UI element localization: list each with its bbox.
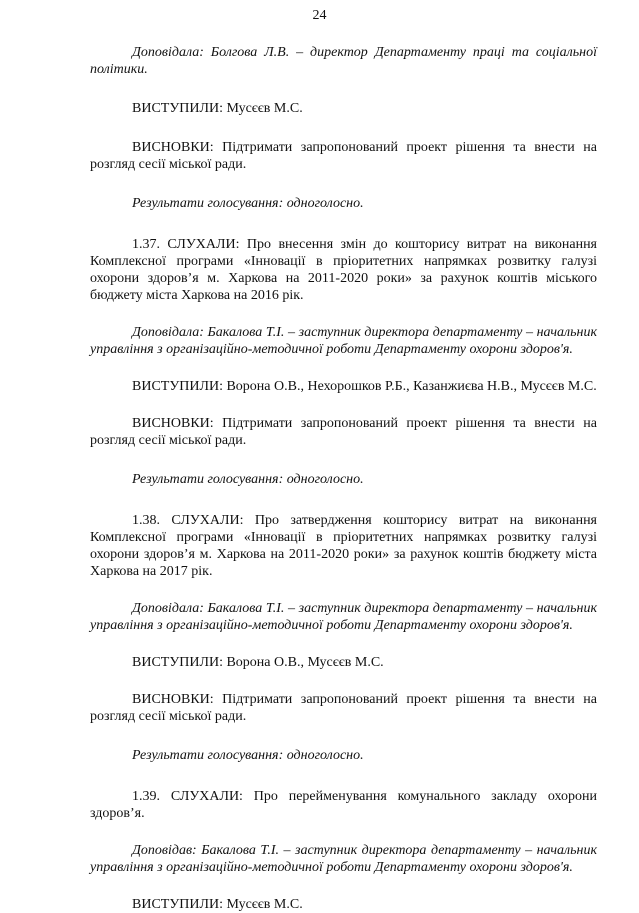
- agenda-item-1-37: 1.37. СЛУХАЛИ: Про внесення змін до кошторису витрат на виконання Комплексної програми «Інновації в пріоритетних напрямках розвитку галузі охорони здоров’я м. Харкова на 2011-2020 роки» за рахунок коштів міського бюджету міста Харкова на 2016 рік.: [90, 237, 597, 303]
- speakers-paragraph: ВИСТУПИЛИ: Ворона О.В., Мусєєв М.С.: [132, 655, 384, 670]
- agenda-item-1-38: 1.38. СЛУХАЛИ: Про затвердження кошторису витрат на виконання Комплексної програми «Інновації в пріоритетних напрямках розвитку галузі охорони здоров’я м. Харкова на 2011-2020 роки» за рахунок коштів бюджету міста Харкова на 2017 рік.: [90, 513, 597, 579]
- speakers-paragraph: ВИСТУПИЛИ: Ворона О.В., Нехорошков Р.Б., Казанжиєва Н.В., Мусєєв М.С.: [132, 379, 597, 394]
- reporter-paragraph: Доповідала: Болгова Л.В. – директор Департаменту праці та соціальної політики.: [90, 45, 597, 77]
- reporter-paragraph: Доповідав: Бакалова Т.І. – заступник директора департаменту – начальник управління з організаційно-методичної роботи Департаменту охорони здоров'я.: [90, 843, 597, 875]
- agenda-item-1-39: 1.39. СЛУХАЛИ: Про перейменування комунального закладу охорони здоров’я.: [90, 789, 597, 821]
- conclusions-paragraph: ВИСНОВКИ: Підтримати запропонований проект рішення та внести на розгляд сесії міської ради.: [90, 692, 597, 724]
- conclusions-paragraph: ВИСНОВКИ: Підтримати запропонований проект рішення та внести на розгляд сесії міської ради.: [90, 416, 597, 448]
- document-body: [90, 44, 597, 913]
- voting-results-paragraph: Результати голосування: одноголосно.: [132, 196, 364, 211]
- page-number: 24: [312, 8, 327, 23]
- speakers-paragraph: ВИСТУПИЛИ: Мусєєв М.С.: [132, 897, 303, 912]
- speakers-paragraph: ВИСТУПИЛИ: Мусєєв М.С.: [132, 101, 303, 116]
- reporter-paragraph: Доповідала: Бакалова Т.І. – заступник директора департаменту – начальник управління з організаційно-методичної роботи Департаменту охорони здоров'я.: [90, 325, 597, 357]
- conclusions-paragraph: ВИСНОВКИ: Підтримати запропонований проект рішення та внести на розгляд сесії міської ради.: [90, 140, 597, 172]
- voting-results-paragraph: Результати голосування: одноголосно.: [132, 748, 364, 763]
- voting-results-paragraph: Результати голосування: одноголосно.: [132, 472, 364, 487]
- reporter-paragraph: Доповідала: Бакалова Т.І. – заступник директора департаменту – начальник управління з організаційно-методичної роботи Департаменту охорони здоров'я.: [90, 601, 597, 633]
